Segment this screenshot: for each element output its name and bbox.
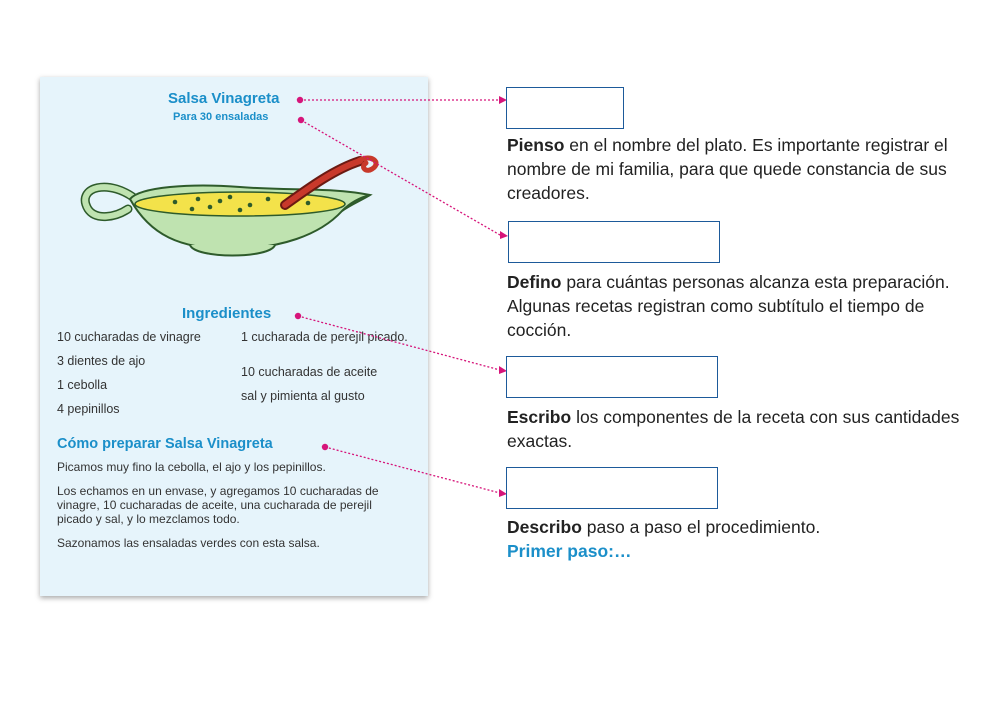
description-title: [507, 133, 977, 205]
description-keyword: Describo: [507, 517, 582, 537]
steps-heading: Cómo preparar Salsa Vinagreta: [57, 436, 273, 452]
ingredients-heading: Ingredientes: [182, 305, 272, 322]
description-text: para cuántas personas alcanza esta preparación. Algunas recetas registran como subtítulo el tiempo de cocción.: [507, 272, 950, 340]
ingredient-item: 1 cucharada de perejil picado.: [241, 330, 408, 344]
step-item: Los echamos en un envase, y agregamos 10 cucharadas de vinagre, 10 cucharadas de aceite, una cucharada de perejil picado y sal, y lo mezclamos todo.: [57, 484, 379, 526]
description-steps: [507, 515, 977, 563]
connector-dot: [297, 97, 303, 103]
ingredient-item: 3 dientes de ajo: [57, 354, 146, 368]
answer-box-steps[interactable]: [506, 467, 718, 509]
answer-box-subtitle[interactable]: [508, 221, 720, 263]
connector-dot: [322, 444, 328, 450]
connector-dot: [295, 313, 301, 319]
description-ingredients: [507, 405, 977, 453]
ingredient-item: 10 cucharadas de aceite: [241, 365, 378, 379]
description-text: los componentes de la receta con sus cantidades exactas.: [507, 407, 960, 451]
step-item: Sazonamos las ensaladas verdes con esta salsa.: [57, 536, 320, 550]
ingredient-item: 1 cebolla: [57, 378, 108, 392]
ingredient-item: 10 cucharadas de vinagre: [57, 330, 201, 344]
connector-dot: [298, 117, 304, 123]
description-subtitle: [507, 270, 977, 342]
description-keyword: Pienso: [507, 135, 565, 155]
connector-arrow: [500, 231, 508, 239]
description-text: en el nombre del plato. Es importante registrar el nombre de mi familia, para que quede constancia de sus creadores.: [507, 135, 948, 203]
step-item: Picamos muy fino la cebolla, el ajo y los pepinillos.: [57, 460, 326, 474]
description-text: paso a paso el procedimiento.: [581, 517, 821, 537]
recipe-subtitle: Para 30 ensaladas: [173, 111, 269, 123]
first-step-label: Primer paso:…: [507, 541, 632, 561]
ingredient-item: sal y pimienta al gusto: [241, 389, 365, 403]
ingredient-item: 4 pepinillos: [57, 402, 120, 416]
answer-box-ingredients[interactable]: [506, 356, 718, 398]
description-keyword: Defino: [507, 272, 562, 292]
recipe-title: Salsa Vinagreta: [168, 90, 280, 107]
description-keyword: Escribo: [507, 407, 572, 427]
answer-box-title[interactable]: [506, 87, 624, 129]
